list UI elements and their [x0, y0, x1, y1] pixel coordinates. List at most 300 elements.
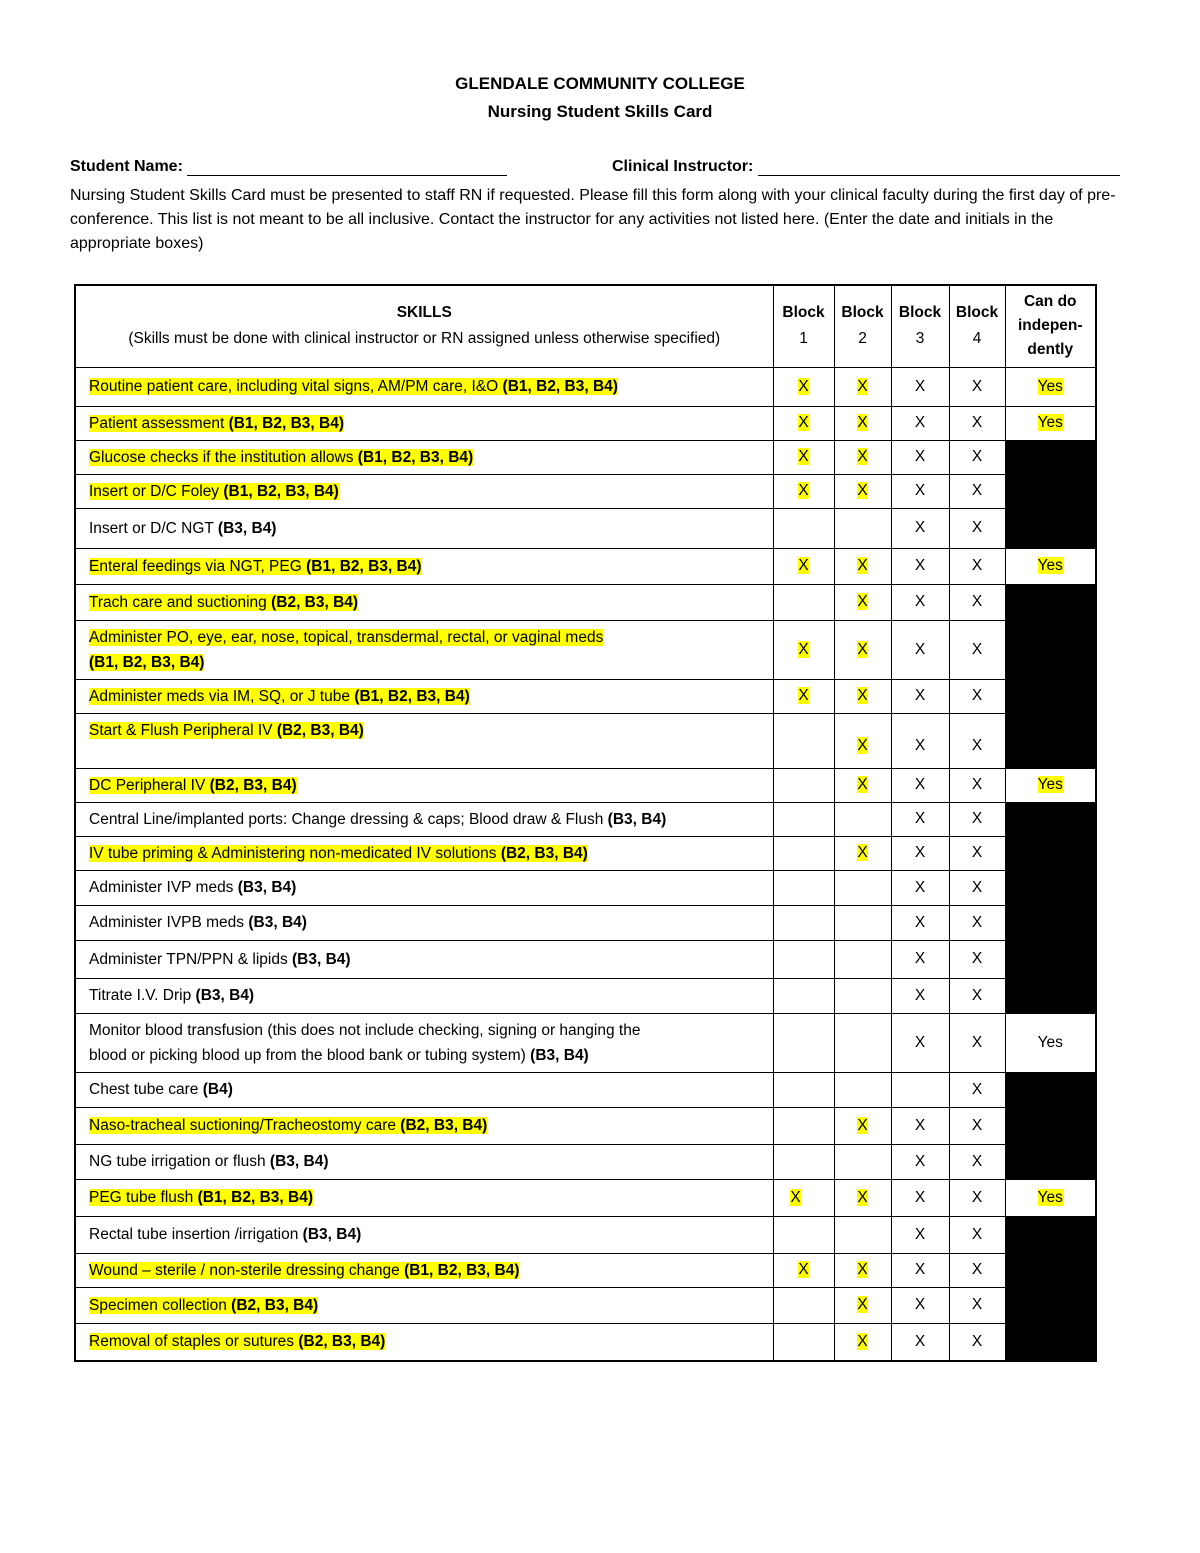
block-4-cell[interactable]	[949, 406, 1005, 440]
independent-cell	[1005, 1323, 1096, 1361]
skill-text: Naso-tracheal suctioning/Tracheostomy care	[89, 1117, 401, 1134]
skill-block-tag: (B2, B3, B4)	[298, 1333, 386, 1351]
skill-block-tag: (B3, B4)	[302, 1226, 362, 1243]
independent-value: Yes	[1037, 1033, 1063, 1051]
skill-name-cell	[75, 1107, 773, 1144]
completion-mark: X	[971, 1033, 983, 1051]
skill-block-tag: (B3, B4)	[530, 1046, 589, 1064]
completion-mark: X	[914, 986, 926, 1004]
block-3-cell[interactable]	[891, 367, 949, 406]
completion-mark: X	[971, 414, 983, 431]
block-4-cell[interactable]	[949, 1323, 1005, 1361]
completion-mark: X	[914, 810, 926, 827]
block-4-cell[interactable]	[949, 620, 1005, 679]
skill-block-tag: (B1, B2, B3, B4)	[404, 1261, 520, 1279]
block-1-cell[interactable]	[773, 1013, 834, 1072]
block-4-cell[interactable]	[949, 440, 1005, 474]
completion-mark: X	[857, 448, 868, 465]
completion-mark: X	[857, 736, 868, 754]
block-3-cell[interactable]	[891, 1072, 949, 1107]
block-3-header	[891, 285, 949, 367]
block-2-cell[interactable]	[834, 836, 891, 870]
block-4-cell[interactable]	[949, 836, 1005, 870]
block-1-cell[interactable]	[773, 406, 834, 440]
student-name-line[interactable]	[187, 161, 507, 176]
student-name-field[interactable]	[70, 158, 507, 176]
completion-mark: X	[971, 377, 983, 395]
independent-cell	[1005, 978, 1096, 1013]
block-4-cell[interactable]	[949, 940, 1005, 978]
block-1-cell[interactable]	[773, 1072, 834, 1107]
skill-name-cell	[75, 905, 773, 940]
completion-mark: X	[971, 640, 983, 658]
skill-text: Administer meds via IM, SQ, or J tube	[89, 687, 355, 705]
skill-block-tag: (B2, B3, B4)	[271, 593, 359, 611]
block-3-cell[interactable]	[891, 1253, 949, 1287]
skill-text: Insert or D/C NGT	[89, 519, 218, 537]
skill-name-cell	[75, 474, 773, 508]
block-2-cell[interactable]	[834, 679, 891, 713]
skill-block-tag: (B1, B2, B3, B4)	[228, 414, 344, 432]
block-4-cell[interactable]	[949, 870, 1005, 905]
clinical-instructor-field[interactable]	[612, 158, 1120, 176]
independent-header-line: dently	[1027, 341, 1074, 359]
block-label: Block	[898, 304, 942, 322]
independent-cell	[1005, 679, 1096, 713]
completion-mark: X	[914, 414, 926, 431]
block-3-cell[interactable]	[891, 978, 949, 1013]
completion-mark: X	[971, 1296, 983, 1313]
block-1-cell[interactable]	[773, 836, 834, 870]
independent-cell[interactable]	[1005, 406, 1096, 440]
independent-cell	[1005, 713, 1096, 768]
skill-name-cell	[75, 1216, 773, 1253]
completion-mark: X	[971, 448, 983, 465]
skill-name-cell	[75, 1072, 773, 1107]
completion-mark: X	[914, 736, 926, 754]
completion-mark: X	[857, 1188, 868, 1206]
block-2-header	[834, 285, 891, 367]
block-3-cell[interactable]	[891, 1013, 949, 1072]
independent-cell	[1005, 940, 1096, 978]
completion-mark: X	[971, 1152, 983, 1170]
clinical-instructor-line[interactable]	[758, 161, 1120, 176]
completion-mark: X	[914, 593, 926, 610]
skill-text: Administer PO, eye, ear, nose, topical, transdermal, rectal, or vaginal meds	[89, 628, 604, 646]
skill-text: Administer IVP meds	[89, 879, 238, 896]
block-2-cell[interactable]	[834, 713, 891, 768]
completion-mark: X	[971, 482, 983, 499]
table-row	[75, 1107, 1096, 1144]
block-2-cell[interactable]	[834, 1323, 891, 1361]
block-4-cell[interactable]	[949, 802, 1005, 836]
completion-mark: X	[857, 414, 868, 431]
completion-mark: X	[790, 1188, 801, 1206]
block-1-cell[interactable]	[773, 548, 834, 584]
table-row	[75, 367, 1096, 406]
skill-block-tag: (B2, B3, B4)	[400, 1117, 488, 1134]
completion-mark: X	[971, 810, 983, 827]
block-1-header	[773, 285, 834, 367]
block-2-cell[interactable]	[834, 870, 891, 905]
skill-line	[89, 910, 763, 935]
skill-name-cell	[75, 870, 773, 905]
completion-mark: X	[798, 687, 809, 704]
block-3-cell[interactable]	[891, 713, 949, 768]
completion-mark: X	[971, 593, 983, 610]
block-3-cell[interactable]	[891, 940, 949, 978]
block-3-cell[interactable]	[891, 802, 949, 836]
block-4-cell[interactable]	[949, 905, 1005, 940]
skill-line	[89, 773, 763, 798]
skill-text: IV tube priming & Administering non-medicated IV solutions	[89, 844, 501, 862]
block-number: 1	[799, 330, 808, 348]
block-3-cell[interactable]	[891, 584, 949, 620]
skill-line	[89, 1222, 763, 1247]
completion-mark: X	[914, 482, 926, 499]
block-4-cell[interactable]	[949, 1072, 1005, 1107]
block-1-cell[interactable]	[773, 584, 834, 620]
skill-block-tag: (B3, B4)	[217, 519, 277, 537]
completion-mark: X	[971, 913, 983, 931]
independent-cell	[1005, 1107, 1096, 1144]
skill-text: Administer IVPB meds	[89, 914, 249, 931]
block-4-cell[interactable]	[949, 1107, 1005, 1144]
completion-mark: X	[914, 1116, 926, 1134]
independent-cell[interactable]	[1005, 548, 1096, 584]
block-1-cell[interactable]	[773, 905, 834, 940]
skill-block-tag: (B1, B2, B3, B4)	[354, 687, 470, 705]
block-2-cell[interactable]	[834, 1179, 891, 1216]
completion-mark: X	[914, 950, 926, 967]
skill-block-tag: (B3, B4)	[292, 950, 351, 968]
block-1-cell[interactable]	[773, 978, 834, 1013]
skill-name-cell	[75, 1253, 773, 1287]
completion-mark: X	[857, 844, 868, 861]
block-2-cell[interactable]	[834, 940, 891, 978]
completion-mark: X	[914, 448, 926, 465]
completion-mark: X	[971, 736, 983, 754]
independent-cell[interactable]	[1005, 1013, 1096, 1072]
completion-mark: X	[857, 1116, 868, 1134]
completion-mark: X	[798, 557, 809, 574]
completion-mark: X	[914, 519, 926, 536]
block-3-cell[interactable]	[891, 1216, 949, 1253]
block-1-cell[interactable]	[773, 1216, 834, 1253]
table-row	[75, 836, 1096, 870]
block-2-cell[interactable]	[834, 508, 891, 548]
skill-name-cell	[75, 978, 773, 1013]
block-1-cell[interactable]	[773, 1179, 834, 1216]
block-2-cell[interactable]	[834, 440, 891, 474]
block-4-cell[interactable]	[949, 584, 1005, 620]
block-1-cell[interactable]	[773, 1107, 834, 1144]
independent-cell	[1005, 802, 1096, 836]
skill-line	[89, 1258, 763, 1283]
block-1-cell[interactable]	[773, 870, 834, 905]
table-row	[75, 406, 1096, 440]
block-2-cell[interactable]	[834, 406, 891, 440]
independent-cell	[1005, 508, 1096, 548]
completion-mark: X	[914, 878, 926, 896]
completion-mark: X	[914, 1225, 926, 1243]
table-row	[75, 548, 1096, 584]
skill-name-cell	[75, 713, 773, 768]
block-3-cell[interactable]	[891, 836, 949, 870]
completion-mark: X	[971, 1080, 983, 1098]
skill-line	[89, 1077, 763, 1102]
table-row	[75, 1179, 1096, 1216]
block-3-cell[interactable]	[891, 474, 949, 508]
block-1-cell[interactable]	[773, 1253, 834, 1287]
independent-cell	[1005, 870, 1096, 905]
completion-mark: X	[857, 482, 868, 499]
skill-line	[89, 1149, 763, 1174]
block-2-cell[interactable]	[834, 1072, 891, 1107]
skill-block-tag: (B2, B3, B4)	[209, 776, 297, 794]
table-row	[75, 1216, 1096, 1253]
block-1-cell[interactable]	[773, 713, 834, 768]
block-3-cell[interactable]	[891, 870, 949, 905]
independent-value: Yes	[1037, 377, 1063, 395]
block-4-cell[interactable]	[949, 679, 1005, 713]
skill-line	[89, 1113, 763, 1138]
skill-block-tag: (B4)	[202, 1081, 233, 1098]
independent-cell	[1005, 440, 1096, 474]
completion-mark: X	[857, 640, 868, 658]
skill-text: Enteral feedings via NGT, PEG	[89, 557, 307, 575]
block-3-cell[interactable]	[891, 905, 949, 940]
skill-text: blood or picking blood up from the blood bank or tubing system)	[89, 1046, 531, 1064]
table-row	[75, 870, 1096, 905]
independent-cell	[1005, 1216, 1096, 1253]
block-4-cell[interactable]	[949, 548, 1005, 584]
completion-mark: X	[971, 950, 983, 967]
completion-mark: X	[914, 913, 926, 931]
completion-mark: X	[798, 414, 809, 431]
clinical-instructor-label: Clinical Instructor:	[612, 158, 754, 175]
table-header-row	[75, 285, 1096, 367]
block-4-cell[interactable]	[949, 713, 1005, 768]
skill-line	[89, 516, 763, 541]
skill-block-tag: (B1, B2, B3, B4)	[223, 482, 339, 500]
block-2-cell[interactable]	[834, 1216, 891, 1253]
block-2-cell[interactable]	[834, 1107, 891, 1144]
skill-line	[89, 374, 763, 399]
block-4-cell[interactable]	[949, 367, 1005, 406]
skill-block-tag: (B2, B3, B4)	[276, 721, 364, 739]
block-number: 3	[915, 330, 925, 348]
block-1-cell[interactable]	[773, 1144, 834, 1179]
block-2-cell[interactable]	[834, 548, 891, 584]
block-2-cell[interactable]	[834, 768, 891, 802]
block-2-cell[interactable]	[834, 802, 891, 836]
skill-line	[89, 590, 763, 615]
block-3-cell[interactable]	[891, 548, 949, 584]
block-2-cell[interactable]	[834, 905, 891, 940]
block-3-cell[interactable]	[891, 508, 949, 548]
table-row	[75, 940, 1096, 978]
table-row	[75, 1253, 1096, 1287]
skill-name-cell	[75, 548, 773, 584]
block-3-cell[interactable]	[891, 620, 949, 679]
skill-block-tag: (B3, B4)	[607, 810, 667, 828]
completion-mark: X	[798, 448, 809, 465]
skill-text: PEG tube flush	[89, 1189, 198, 1206]
block-2-cell[interactable]	[834, 1253, 891, 1287]
independent-header-line: Can do	[1023, 293, 1077, 311]
completion-mark: X	[914, 1188, 926, 1206]
completion-mark: X	[857, 687, 868, 704]
completion-mark: X	[914, 687, 926, 704]
skill-text: Patient assessment	[89, 414, 229, 432]
block-label: Block	[841, 304, 884, 322]
independent-cell	[1005, 1072, 1096, 1107]
block-1-cell[interactable]	[773, 620, 834, 679]
skill-text: Administer TPN/PPN & lipids	[89, 950, 292, 968]
table-row	[75, 1072, 1096, 1107]
skill-line	[89, 1293, 763, 1318]
block-3-cell[interactable]	[891, 1144, 949, 1179]
block-3-cell[interactable]	[891, 1323, 949, 1361]
skill-line	[89, 875, 763, 900]
completion-mark: X	[798, 640, 809, 658]
skill-line	[89, 1185, 763, 1210]
block-4-cell[interactable]	[949, 1216, 1005, 1253]
completion-mark: X	[857, 1261, 868, 1278]
skill-line	[89, 554, 763, 579]
block-1-cell[interactable]	[773, 679, 834, 713]
independent-value: Yes	[1037, 776, 1063, 793]
table-row	[75, 978, 1096, 1013]
skill-line	[89, 807, 763, 832]
completion-mark: X	[914, 1296, 926, 1313]
block-1-cell[interactable]	[773, 367, 834, 406]
completion-mark: X	[971, 1188, 983, 1206]
block-label: Block	[955, 304, 999, 322]
block-4-cell[interactable]	[949, 1144, 1005, 1179]
block-4-cell[interactable]	[949, 1179, 1005, 1216]
block-2-cell[interactable]	[834, 367, 891, 406]
table-row	[75, 620, 1096, 679]
block-2-cell[interactable]	[834, 474, 891, 508]
completion-mark: X	[971, 519, 983, 536]
block-1-cell[interactable]	[773, 802, 834, 836]
completion-mark: X	[914, 776, 926, 793]
block-4-cell[interactable]	[949, 508, 1005, 548]
independent-cell	[1005, 584, 1096, 620]
table-row	[75, 440, 1096, 474]
table-row	[75, 802, 1096, 836]
independent-value: Yes	[1037, 557, 1063, 574]
skill-name-cell	[75, 584, 773, 620]
independent-cell[interactable]	[1005, 1179, 1096, 1216]
skill-name-cell	[75, 620, 773, 679]
completion-mark: X	[914, 844, 926, 861]
completion-mark: X	[971, 687, 983, 704]
block-4-cell[interactable]	[949, 768, 1005, 802]
block-1-cell[interactable]	[773, 1323, 834, 1361]
independent-cell	[1005, 905, 1096, 940]
skills-header-title: SKILLS	[396, 304, 452, 322]
block-3-cell[interactable]	[891, 406, 949, 440]
block-1-cell[interactable]	[773, 940, 834, 978]
completion-mark: X	[857, 1296, 868, 1313]
completion-mark: X	[971, 986, 983, 1004]
independent-header-line: indepen-	[1017, 317, 1083, 335]
independent-value: Yes	[1037, 1188, 1063, 1206]
independent-cell	[1005, 1144, 1096, 1179]
table-row	[75, 1287, 1096, 1323]
completion-mark: X	[971, 1225, 983, 1243]
block-1-cell[interactable]	[773, 1287, 834, 1323]
skill-line	[89, 411, 763, 436]
block-2-cell[interactable]	[834, 1287, 891, 1323]
skill-text: Wound – sterile / non-sterile dressing change	[89, 1261, 405, 1279]
completion-mark: X	[914, 640, 926, 658]
block-4-cell[interactable]	[949, 474, 1005, 508]
table-row	[75, 474, 1096, 508]
completion-mark: X	[914, 1152, 926, 1170]
independent-cell[interactable]	[1005, 768, 1096, 802]
block-3-cell[interactable]	[891, 1287, 949, 1323]
block-4-cell[interactable]	[949, 1253, 1005, 1287]
block-label: Block	[782, 304, 825, 322]
skill-text: Central Line/implanted ports: Change dressing & caps; Blood draw & Flush	[89, 810, 608, 828]
block-4-cell[interactable]	[949, 978, 1005, 1013]
skill-block-tag: (B3, B4)	[269, 1153, 329, 1170]
block-1-cell[interactable]	[773, 768, 834, 802]
table-row	[75, 713, 1096, 768]
skill-text: Monitor blood transfusion (this does not include checking, signing or hanging the	[89, 1021, 641, 1039]
block-1-cell[interactable]	[773, 474, 834, 508]
skill-text: Rectal tube insertion /irrigation	[89, 1226, 303, 1243]
block-2-cell[interactable]	[834, 978, 891, 1013]
independent-cell	[1005, 474, 1096, 508]
block-2-cell[interactable]	[834, 620, 891, 679]
block-1-cell[interactable]	[773, 440, 834, 474]
skill-line	[89, 479, 763, 504]
completion-mark: X	[798, 482, 809, 499]
completion-mark: X	[857, 593, 868, 610]
skill-text: Removal of staples or sutures	[89, 1333, 299, 1351]
skill-name-cell	[75, 802, 773, 836]
block-2-cell[interactable]	[834, 1013, 891, 1072]
skill-block-tag: (B3, B4)	[237, 879, 297, 896]
table-row	[75, 679, 1096, 713]
skill-name-cell	[75, 1013, 773, 1072]
skill-block-tag: (B3, B4)	[195, 987, 255, 1004]
block-3-cell[interactable]	[891, 768, 949, 802]
block-1-cell[interactable]	[773, 508, 834, 548]
skill-name-cell	[75, 440, 773, 474]
block-3-cell[interactable]	[891, 679, 949, 713]
block-3-cell[interactable]	[891, 440, 949, 474]
block-3-cell[interactable]	[891, 1107, 949, 1144]
skill-text: DC Peripheral IV	[89, 776, 210, 794]
block-4-cell[interactable]	[949, 1013, 1005, 1072]
block-4-header	[949, 285, 1005, 367]
block-3-cell[interactable]	[891, 1179, 949, 1216]
block-4-cell[interactable]	[949, 1287, 1005, 1323]
skill-text: Insert or D/C Foley	[89, 482, 224, 500]
block-2-cell[interactable]	[834, 584, 891, 620]
skill-line	[89, 983, 763, 1008]
block-2-cell[interactable]	[834, 1144, 891, 1179]
skill-text: Trach care and suctioning	[89, 593, 272, 611]
skills-table	[74, 284, 1097, 1362]
independent-cell[interactable]	[1005, 367, 1096, 406]
